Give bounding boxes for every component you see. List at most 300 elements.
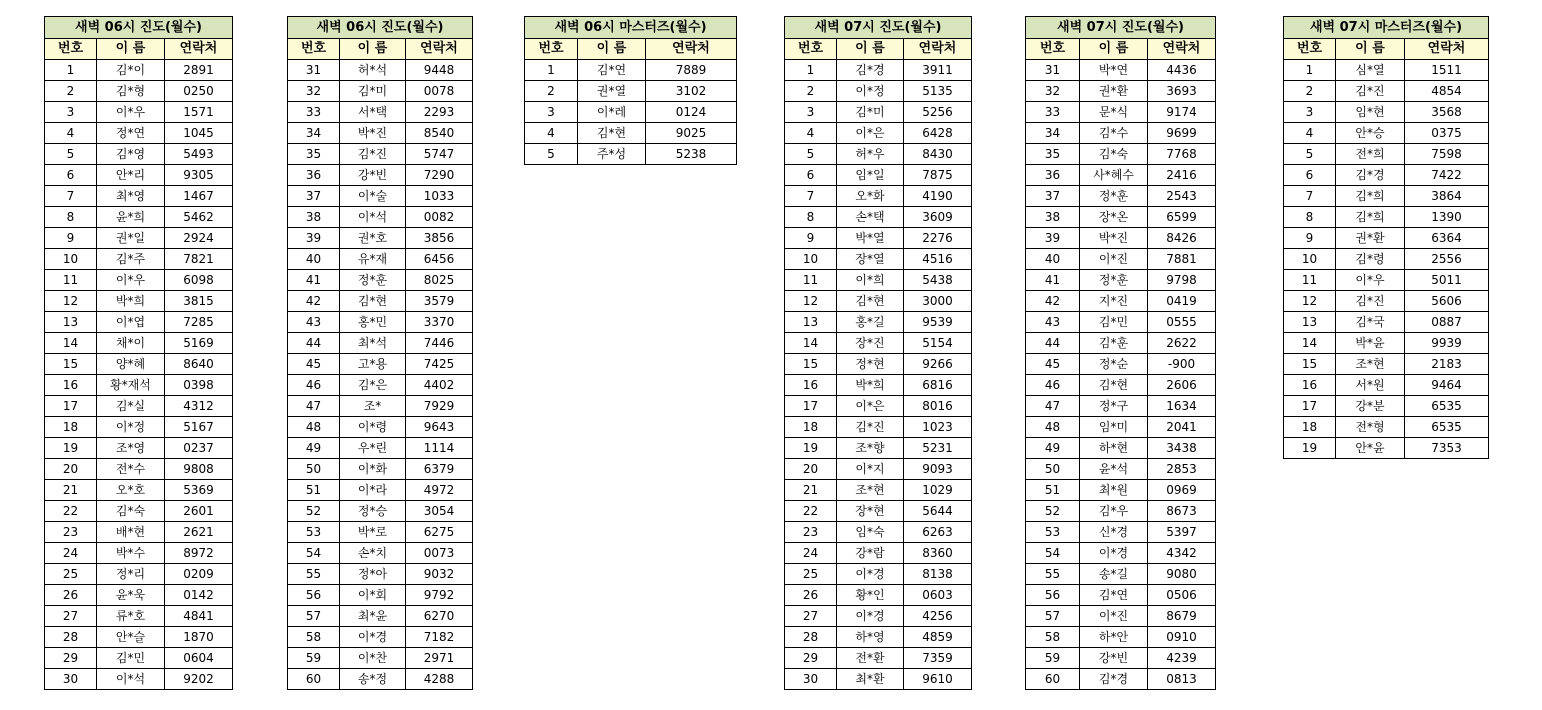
table-row: [45, 81, 233, 102]
table-row: [45, 480, 233, 501]
cell-name: 김*미: [340, 81, 406, 102]
cell-name: 황*인: [837, 585, 904, 606]
cell-number: 9: [1284, 228, 1336, 249]
cell-number: 25: [45, 564, 97, 585]
table-row: [45, 333, 233, 354]
cell-contact: 2622: [1148, 333, 1216, 354]
cell-number: 60: [288, 669, 340, 690]
cell-name: 최*원: [1080, 480, 1148, 501]
cell-number: 39: [288, 228, 340, 249]
cell-number: 9: [45, 228, 97, 249]
cell-name: 정*구: [1080, 396, 1148, 417]
cell-number: 30: [45, 669, 97, 690]
cell-name: 안*슬: [97, 627, 165, 648]
cell-contact: 2891: [165, 60, 233, 81]
cell-contact: 8025: [406, 270, 473, 291]
table-row: [1284, 81, 1489, 102]
cell-contact: 5238: [646, 144, 737, 165]
cell-number: 37: [1026, 186, 1080, 207]
cell-contact: 6535: [1405, 417, 1489, 438]
cell-name: 김*은: [340, 375, 406, 396]
header-name: 이 름: [340, 39, 406, 60]
table-row: [785, 291, 972, 312]
cell-number: 8: [45, 207, 97, 228]
header-name: 이 름: [1080, 39, 1148, 60]
table-title: 새벽 06시 진도(월수): [45, 17, 233, 39]
cell-number: 30: [785, 669, 837, 690]
table-row: [288, 543, 473, 564]
cell-contact: 7182: [406, 627, 473, 648]
cell-number: 11: [785, 270, 837, 291]
cell-contact: 5397: [1148, 522, 1216, 543]
cell-contact: 8540: [406, 123, 473, 144]
cell-number: 49: [288, 438, 340, 459]
cell-name: 지*진: [1080, 291, 1148, 312]
cell-name: 이*화: [340, 459, 406, 480]
table-row: [288, 396, 473, 417]
cell-name: 류*호: [97, 606, 165, 627]
cell-contact: 0555: [1148, 312, 1216, 333]
table-row: [1026, 270, 1216, 291]
cell-name: 문*식: [1080, 102, 1148, 123]
cell-contact: 7359: [904, 648, 972, 669]
cell-number: 4: [525, 123, 578, 144]
cell-name: 최*환: [837, 669, 904, 690]
table-row: [785, 564, 972, 585]
cell-number: 1: [45, 60, 97, 81]
cell-number: 48: [1026, 417, 1080, 438]
cell-name: 정*훈: [1080, 270, 1148, 291]
cell-contact: 9464: [1405, 375, 1489, 396]
cell-number: 5: [45, 144, 97, 165]
cell-name: 박*열: [837, 228, 904, 249]
cell-contact: 3911: [904, 60, 972, 81]
table-row: [525, 102, 737, 123]
cell-name: 김*현: [340, 291, 406, 312]
cell-name: 김*민: [1080, 312, 1148, 333]
roster-table-1: [44, 16, 233, 690]
table-row: [288, 522, 473, 543]
cell-name: 송*정: [340, 669, 406, 690]
cell-contact: 3102: [646, 81, 737, 102]
header-number: 번호: [45, 39, 97, 60]
cell-number: 40: [1026, 249, 1080, 270]
cell-number: 37: [288, 186, 340, 207]
table-row: [1026, 60, 1216, 81]
cell-contact: 1114: [406, 438, 473, 459]
cell-number: 10: [45, 249, 97, 270]
table-row: [1284, 165, 1489, 186]
table-row: [1284, 291, 1489, 312]
cell-number: 4: [1284, 123, 1336, 144]
table-row: [785, 606, 972, 627]
cell-name: 이*우: [97, 102, 165, 123]
table-row: [45, 249, 233, 270]
cell-name: 정*연: [97, 123, 165, 144]
cell-contact: 4288: [406, 669, 473, 690]
cell-contact: 9798: [1148, 270, 1216, 291]
cell-number: 38: [288, 207, 340, 228]
cell-name: 김*현: [837, 291, 904, 312]
cell-name: 권*일: [97, 228, 165, 249]
cell-contact: 9025: [646, 123, 737, 144]
cell-name: 정*순: [1080, 354, 1148, 375]
cell-number: 34: [1026, 123, 1080, 144]
cell-name: 최*영: [97, 186, 165, 207]
cell-contact: 5747: [406, 144, 473, 165]
cell-contact: 0082: [406, 207, 473, 228]
cell-name: 김*주: [97, 249, 165, 270]
cell-name: 김*이: [97, 60, 165, 81]
cell-name: 김*연: [578, 60, 646, 81]
cell-name: 이*찬: [340, 648, 406, 669]
cell-name: 이*석: [340, 207, 406, 228]
cell-name: 이*경: [1080, 543, 1148, 564]
cell-contact: 1870: [165, 627, 233, 648]
cell-name: 하*영: [837, 627, 904, 648]
cell-contact: 0398: [165, 375, 233, 396]
table-row: [1284, 186, 1489, 207]
cell-name: 하*안: [1080, 627, 1148, 648]
cell-number: 12: [45, 291, 97, 312]
cell-contact: 1511: [1405, 60, 1489, 81]
table-row: [288, 165, 473, 186]
table-row: [1026, 501, 1216, 522]
cell-name: 유*재: [340, 249, 406, 270]
table-row: [1026, 480, 1216, 501]
cell-name: 이*은: [837, 123, 904, 144]
cell-name: 심*열: [1336, 60, 1405, 81]
cell-number: 27: [45, 606, 97, 627]
cell-contact: 0237: [165, 438, 233, 459]
cell-name: 황*재석: [97, 375, 165, 396]
cell-contact: 1634: [1148, 396, 1216, 417]
cell-number: 24: [785, 543, 837, 564]
table-row: [288, 228, 473, 249]
table-row: [785, 354, 972, 375]
table-row: [45, 438, 233, 459]
cell-number: 14: [1284, 333, 1336, 354]
cell-number: 53: [1026, 522, 1080, 543]
cell-number: 60: [1026, 669, 1080, 690]
cell-name: 홍*민: [340, 312, 406, 333]
cell-name: 임*일: [837, 165, 904, 186]
table-row: [525, 81, 737, 102]
cell-name: 허*우: [837, 144, 904, 165]
cell-name: 이*경: [837, 564, 904, 585]
cell-number: 54: [288, 543, 340, 564]
cell-contact: 8430: [904, 144, 972, 165]
table-row: [45, 648, 233, 669]
table-row: [1026, 627, 1216, 648]
cell-name: 정*리: [97, 564, 165, 585]
cell-number: 58: [288, 627, 340, 648]
cell-name: 강*빈: [1080, 648, 1148, 669]
cell-contact: 1571: [165, 102, 233, 123]
table-row: [1026, 585, 1216, 606]
cell-contact: 6275: [406, 522, 473, 543]
cell-contact: 5167: [165, 417, 233, 438]
cell-name: 조*향: [837, 438, 904, 459]
cell-number: 6: [785, 165, 837, 186]
table-row: [785, 60, 972, 81]
cell-name: 윤*욱: [97, 585, 165, 606]
table-row: [288, 354, 473, 375]
cell-number: 34: [288, 123, 340, 144]
cell-name: 홍*길: [837, 312, 904, 333]
table-row: [288, 144, 473, 165]
cell-name: 이*술: [340, 186, 406, 207]
table-row: [785, 375, 972, 396]
cell-name: 전*희: [1336, 144, 1405, 165]
cell-name: 이*지: [837, 459, 904, 480]
table-row: [288, 417, 473, 438]
table-row: [785, 228, 972, 249]
cell-number: 1: [785, 60, 837, 81]
cell-name: 권*열: [578, 81, 646, 102]
table-row: [288, 627, 473, 648]
cell-contact: 0887: [1405, 312, 1489, 333]
cell-number: 17: [45, 396, 97, 417]
cell-contact: 0506: [1148, 585, 1216, 606]
cell-number: 5: [1284, 144, 1336, 165]
cell-number: 23: [45, 522, 97, 543]
table-row: [45, 396, 233, 417]
table-row: [1284, 354, 1489, 375]
table-row: [1026, 438, 1216, 459]
cell-number: 59: [1026, 648, 1080, 669]
cell-contact: 4402: [406, 375, 473, 396]
table-row: [785, 165, 972, 186]
cell-contact: 5154: [904, 333, 972, 354]
table-row: [1026, 543, 1216, 564]
cell-name: 김*진: [1336, 81, 1405, 102]
cell-contact: 5011: [1405, 270, 1489, 291]
cell-contact: 6270: [406, 606, 473, 627]
cell-contact: 7353: [1405, 438, 1489, 459]
cell-contact: 2621: [165, 522, 233, 543]
cell-contact: 0209: [165, 564, 233, 585]
cell-name: 조*: [340, 396, 406, 417]
cell-contact: 4854: [1405, 81, 1489, 102]
table-row: [1026, 228, 1216, 249]
cell-contact: 5369: [165, 480, 233, 501]
cell-name: 서*원: [1336, 375, 1405, 396]
cell-contact: 9305: [165, 165, 233, 186]
cell-contact: 7875: [904, 165, 972, 186]
cell-contact: 1033: [406, 186, 473, 207]
cell-number: 2: [525, 81, 578, 102]
cell-number: 50: [288, 459, 340, 480]
cell-name: 김*현: [578, 123, 646, 144]
table-row: [288, 186, 473, 207]
table-row: [45, 669, 233, 690]
cell-number: 26: [785, 585, 837, 606]
cell-contact: 2924: [165, 228, 233, 249]
table-row: [45, 102, 233, 123]
cell-name: 박*윤: [1336, 333, 1405, 354]
cell-name: 최*윤: [340, 606, 406, 627]
cell-name: 박*연: [1080, 60, 1148, 81]
header-number: 번호: [1026, 39, 1080, 60]
cell-name: 사*혜수: [1080, 165, 1148, 186]
cell-number: 13: [785, 312, 837, 333]
table-row: [1284, 207, 1489, 228]
cell-number: 44: [288, 333, 340, 354]
cell-name: 고*용: [340, 354, 406, 375]
cell-number: 42: [288, 291, 340, 312]
table-row: [785, 669, 972, 690]
roster-table-2: [287, 16, 473, 690]
cell-name: 최*석: [340, 333, 406, 354]
cell-contact: 4841: [165, 606, 233, 627]
table-row: [1026, 417, 1216, 438]
cell-contact: 3568: [1405, 102, 1489, 123]
table-row: [1026, 144, 1216, 165]
cell-number: 5: [785, 144, 837, 165]
cell-contact: 8640: [165, 354, 233, 375]
cell-contact: 0603: [904, 585, 972, 606]
cell-contact: 9792: [406, 585, 473, 606]
cell-name: 안*윤: [1336, 438, 1405, 459]
table-row: [288, 207, 473, 228]
cell-contact: 3579: [406, 291, 473, 312]
table-row: [288, 312, 473, 333]
table-row: [45, 312, 233, 333]
cell-name: 채*이: [97, 333, 165, 354]
table-row: [45, 291, 233, 312]
table-row: [1026, 186, 1216, 207]
header-number: 번호: [525, 39, 578, 60]
cell-number: 20: [45, 459, 97, 480]
cell-number: 7: [45, 186, 97, 207]
cell-contact: 9080: [1148, 564, 1216, 585]
header-row: [525, 39, 737, 60]
cell-contact: 8673: [1148, 501, 1216, 522]
table-title: 새벽 06시 진도(월수): [288, 17, 473, 39]
cell-contact: 1467: [165, 186, 233, 207]
cell-contact: 3864: [1405, 186, 1489, 207]
cell-number: 10: [785, 249, 837, 270]
cell-name: 허*석: [340, 60, 406, 81]
cell-number: 57: [1026, 606, 1080, 627]
table-row: [1026, 291, 1216, 312]
cell-name: 이*진: [1080, 249, 1148, 270]
cell-contact: 4342: [1148, 543, 1216, 564]
roster-table-6: [1283, 16, 1489, 459]
table-row: [1284, 102, 1489, 123]
cell-number: 40: [288, 249, 340, 270]
cell-contact: 8016: [904, 396, 972, 417]
table-row: [288, 81, 473, 102]
cell-contact: 0124: [646, 102, 737, 123]
cell-number: 10: [1284, 249, 1336, 270]
cell-number: 47: [288, 396, 340, 417]
table-row: [525, 123, 737, 144]
table-title: 새벽 07시 진도(월수): [785, 17, 972, 39]
cell-number: 53: [288, 522, 340, 543]
cell-name: 이*회: [340, 585, 406, 606]
cell-contact: 7422: [1405, 165, 1489, 186]
cell-contact: 0813: [1148, 669, 1216, 690]
cell-name: 김*경: [837, 60, 904, 81]
cell-contact: 9643: [406, 417, 473, 438]
cell-name: 이*정: [837, 81, 904, 102]
header-contact: 연락처: [1148, 39, 1216, 60]
table-row: [1026, 522, 1216, 543]
cell-contact: 4190: [904, 186, 972, 207]
cell-contact: 2543: [1148, 186, 1216, 207]
cell-name: 김*현: [1080, 375, 1148, 396]
cell-name: 정*아: [340, 564, 406, 585]
roster-table-4: [784, 16, 972, 690]
cell-number: 19: [1284, 438, 1336, 459]
cell-contact: 1029: [904, 480, 972, 501]
table-row: [45, 207, 233, 228]
cell-name: 김*민: [97, 648, 165, 669]
cell-number: 58: [1026, 627, 1080, 648]
cell-number: 1: [525, 60, 578, 81]
cell-contact: 7929: [406, 396, 473, 417]
cell-contact: 6364: [1405, 228, 1489, 249]
cell-number: 50: [1026, 459, 1080, 480]
table-row: [45, 186, 233, 207]
table-row: [785, 417, 972, 438]
cell-number: 3: [525, 102, 578, 123]
cell-number: 15: [1284, 354, 1336, 375]
cell-name: 김*진: [340, 144, 406, 165]
table-row: [288, 606, 473, 627]
table-row: [1284, 375, 1489, 396]
cell-number: 15: [785, 354, 837, 375]
table-row: [288, 123, 473, 144]
cell-name: 김*훈: [1080, 333, 1148, 354]
cell-number: 43: [1026, 312, 1080, 333]
cell-contact: 2041: [1148, 417, 1216, 438]
table-row: [525, 144, 737, 165]
table-row: [45, 123, 233, 144]
cell-number: 21: [785, 480, 837, 501]
table-row: [288, 585, 473, 606]
table-row: [1284, 270, 1489, 291]
table-row: [288, 459, 473, 480]
cell-contact: 1045: [165, 123, 233, 144]
table-row: [288, 480, 473, 501]
cell-contact: 2606: [1148, 375, 1216, 396]
cell-name: 강*빈: [340, 165, 406, 186]
cell-number: 29: [45, 648, 97, 669]
cell-contact: 9448: [406, 60, 473, 81]
cell-name: 이*우: [1336, 270, 1405, 291]
cell-contact: 5644: [904, 501, 972, 522]
cell-contact: 9174: [1148, 102, 1216, 123]
cell-name: 이*석: [97, 669, 165, 690]
cell-contact: 0250: [165, 81, 233, 102]
cell-contact: 0375: [1405, 123, 1489, 144]
cell-contact: 0078: [406, 81, 473, 102]
cell-number: 26: [45, 585, 97, 606]
cell-number: 35: [1026, 144, 1080, 165]
cell-contact: 7285: [165, 312, 233, 333]
cell-name: 장*진: [837, 333, 904, 354]
cell-contact: 5231: [904, 438, 972, 459]
table-row: [1026, 81, 1216, 102]
header-name: 이 름: [97, 39, 165, 60]
cell-number: 12: [1284, 291, 1336, 312]
cell-contact: 2276: [904, 228, 972, 249]
cell-number: 36: [1026, 165, 1080, 186]
cell-contact: 9202: [165, 669, 233, 690]
